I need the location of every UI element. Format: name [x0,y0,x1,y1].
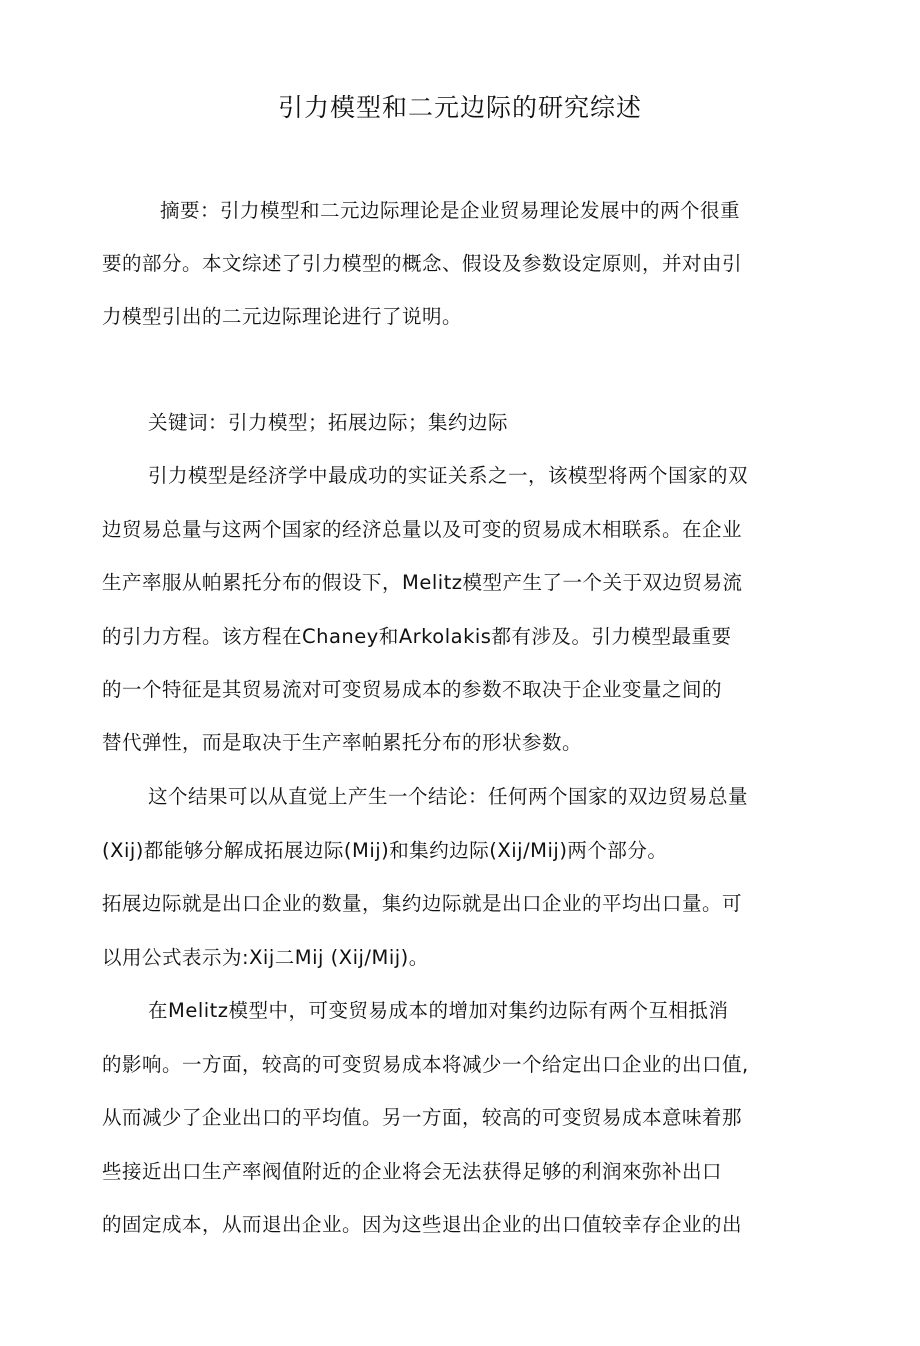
paragraph-1-line-6: 替代弹性，而是取决于生产率帕累托分布的形状参数。 [102,731,583,754]
paragraph-3-line-5: 的固定成本，从而退出企业。因为这些退出企业的出口值较幸存企业的出 [102,1213,743,1236]
paragraph-1-line-5: 的一个特征是其贸易流对可变贸易成本的参数不取决于企业变量之间的 [102,678,723,701]
paragraph-2-line-2: (Xij)都能够分解成拓展边际(Mij)和集约边际(Xij/Mij)两个部分。 [102,839,668,862]
abstract-line-1: 摘要：引力模型和二元边际理论是企业贸易理论发展中的两个很重 [160,199,741,222]
abstract-line-3: 力模型引出的二元边际理论进行了说明。 [102,305,463,328]
paragraph-2-line-4: 以用公式表示为:Xij二Mij (Xij/Mij)。 [102,946,429,969]
paragraph-3-line-4: 些接近出口生产率阀值附近的企业将会无法获得足够的利润來弥补出口 [102,1160,723,1183]
paragraph-3-line-3: 从而减少了企业出口的平均值。另一方面，较高的可变贸易成本意味着那 [102,1106,743,1129]
document-title: 引力模型和二元边际的研究综述 [277,93,642,122]
paragraph-2-line-3: 拓展边际就是出口企业的数量，集约边际就是出口企业的平均出口量。可 [102,892,743,915]
paragraph-1-line-2: 边贸易总量与这两个国家的经济总量以及可变的贸易成木相联系。在企业 [102,518,743,541]
keywords-line: 关键词：引力模型；拓展边际；集约边际 [148,411,509,434]
paragraph-3-line-2: 的影响。一方面，较高的可变贸易成本将减少一个给定出口企业的出口值, [102,1053,749,1076]
paragraph-3-line-1: 在Melitz模型中，可变贸易成本的增加对集约边际有两个互相抵消 [148,999,729,1022]
paragraph-1-line-1: 引力模型是经济学中最成功的实证关系之一，该模型将两个国家的双 [148,464,749,487]
paragraph-1-line-4: 的引力方程。该方程在Chaney和Arkolakis都有涉及。引力模型最重要 [102,625,732,648]
paragraph-1-line-3: 生产率服从帕累托分布的假设下，Melitz模型产生了一个关于双边贸易流 [102,571,743,594]
abstract-line-2: 要的部分。本文综述了引力模型的概念、假设及参数设定原则，并对由引 [102,252,743,275]
paragraph-2-line-1: 这个结果可以从直觉上产生一个结论：任何两个国家的双边贸易总量 [148,785,749,808]
